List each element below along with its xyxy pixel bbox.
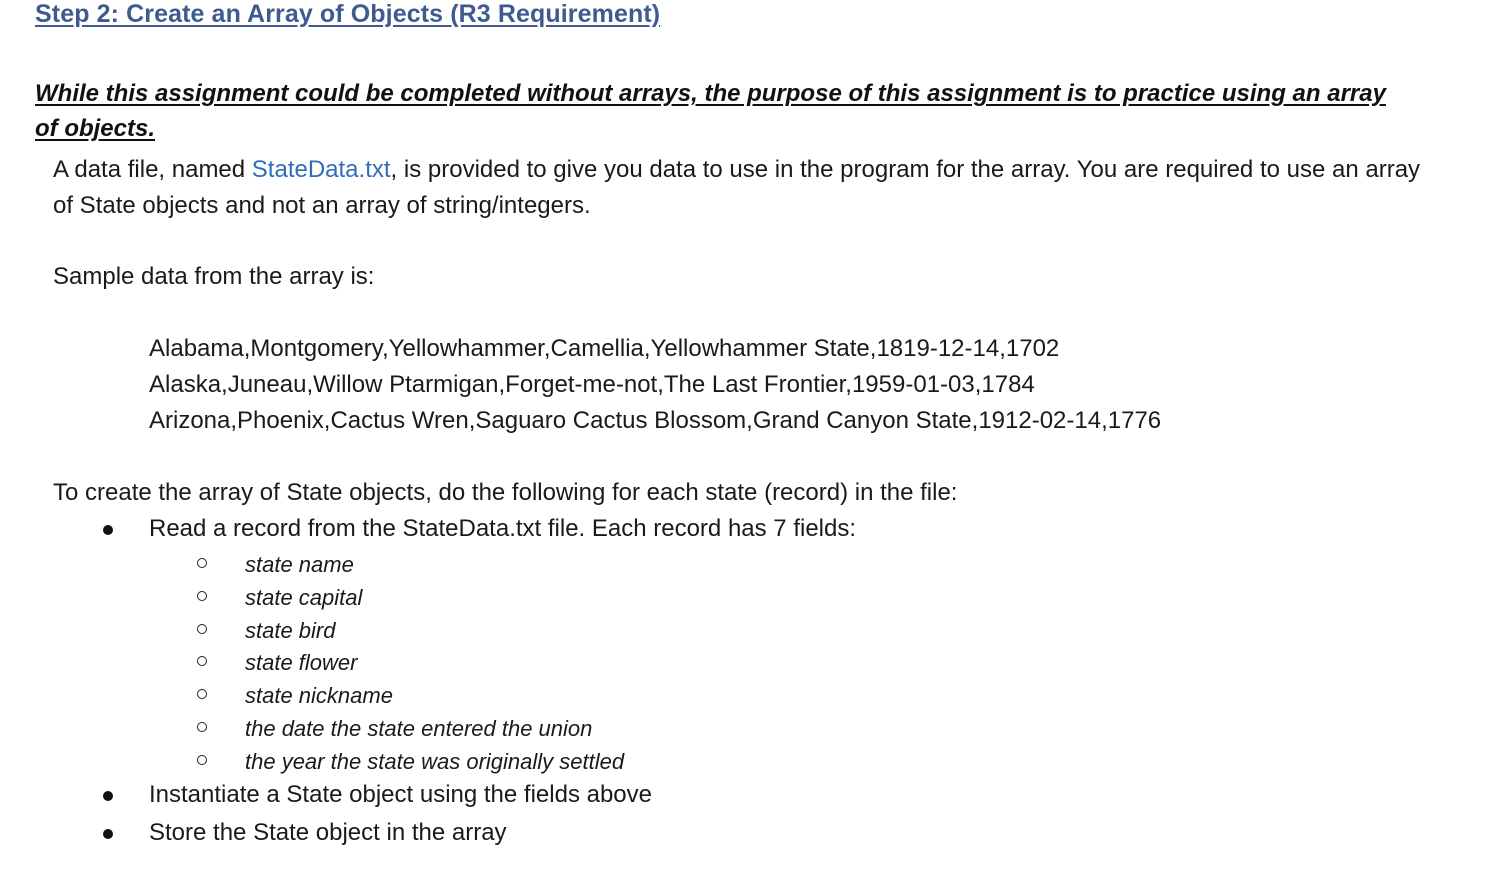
sample-line: Arizona,Phoenix,Cactus Wren,Saguaro Cactus Blossom,Grand Canyon State,1912-02-14,1776 <box>149 407 1162 434</box>
sample-line: Alaska,Juneau,Willow Ptarmigan,Forget-me-not,The Last Frontier,1959-01-03,1784 <box>149 371 1035 398</box>
bullet-text: Read a record from the StateData.txt file. Each record has 7 fields: <box>149 515 857 542</box>
sample-data-block <box>149 331 1161 439</box>
bullet-icon <box>103 791 113 801</box>
field-name: state nickname <box>245 683 393 708</box>
bullet-icon <box>103 525 113 535</box>
hollow-bullet-icon <box>197 722 207 732</box>
data-file-paragraph <box>53 152 1433 224</box>
bullet-icon <box>103 829 113 839</box>
bullet-text: Store the State object in the array <box>149 819 507 846</box>
field-name: state name <box>245 552 354 577</box>
hollow-bullet-icon <box>197 558 207 568</box>
intro-emphasis-text: While this assignment could be completed without arrays, the purpose of this assignment is to practice using an array of objects. <box>35 80 1386 142</box>
sample-line: Alabama,Montgomery,Yellowhammer,Camellia,Yellowhammer State,1819-12-14,1702 <box>149 335 1060 362</box>
hollow-bullet-icon <box>197 755 207 765</box>
field-name: the date the state entered the union <box>245 716 593 741</box>
paragraph-text-after: , is provided to give you data to use in the program for the array. You are required to use an array of State objects and not an array of string/integers. <box>53 156 1421 219</box>
section-heading: Step 2: Create an Array of Objects (R3 Requirement) <box>35 0 661 28</box>
sample-intro-text: Sample data from the array is: <box>53 263 375 290</box>
hollow-bullet-icon <box>197 689 207 699</box>
field-name: state capital <box>245 585 363 610</box>
field-name: state flower <box>245 650 358 675</box>
paragraph-text-before: A data file, named <box>53 156 252 183</box>
field-name: the year the state was originally settled <box>245 749 625 774</box>
hollow-bullet-icon <box>197 656 207 666</box>
field-name: state bird <box>245 618 336 643</box>
hollow-bullet-icon <box>197 591 207 601</box>
bullet-text: Instantiate a State object using the fields above <box>149 781 653 808</box>
hollow-bullet-icon <box>197 624 207 634</box>
filename-link[interactable]: StateData.txt <box>251 156 391 183</box>
steps-intro-text: To create the array of State objects, do the following for each state (record) in the file: <box>53 479 958 506</box>
